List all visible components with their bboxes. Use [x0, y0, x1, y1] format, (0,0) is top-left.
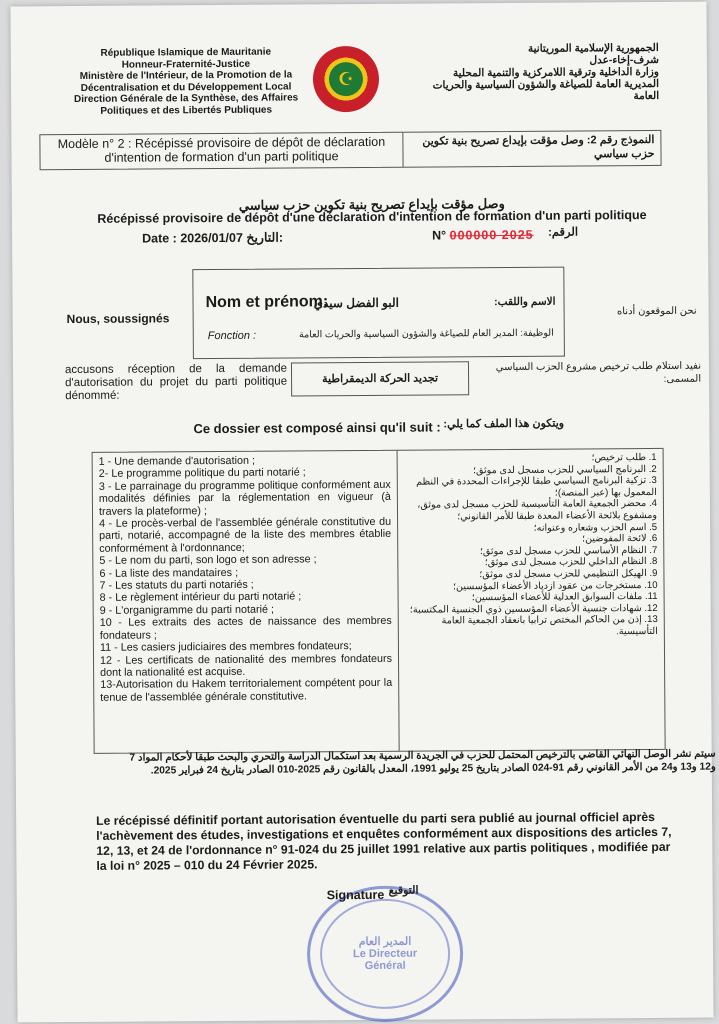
list-item: 13. إذن من الحاكم المختص ترابيا بانعقاد الجمعية العامة التأسيسية. [441, 614, 658, 638]
dossier-list-box [92, 448, 666, 754]
star-crescent-icon: ☪ [329, 62, 363, 96]
number-label: N° [432, 228, 447, 243]
stamp-ring [320, 898, 451, 1009]
footer-note-fr: Le récépissé définitif portant autorisation éventuelle du parti sera publié au journal officiel après l'achèvement des études, investigations et enquêtes conformément aux dispositions des articles 7, 12, 13, et 24 de l'ordonnance n° 91-024 du 25 juillet 1991 relative aux partis politiques , modifiée par la loi n° 2025 – 010 du 24 Février 2025. [96, 809, 672, 873]
list-item: 5 - Le nom du parti, son logo et son adresse ; [99, 553, 317, 568]
nafid-text-ar: نفيد استلام طلب ترخيص مشروع الحزب السياسي المسمى: [495, 360, 702, 385]
stamp-text-fr-2: Général [364, 959, 406, 972]
name-label: Nom et prénom: [205, 293, 329, 312]
footer-note-ar: سيتم نشر الوصل النهائي القاضي بالترخيص المحتمل للحزب في الجريدة الرسمية بعد استكمال الدراسة والتحري والبحث طبقا لأحكام المواد 7 و12 و13 و24 من الأمر القانوني رقم 91-024 الصادر بتاريخ 25 يوليو 1991، المعدل بالقانون رقم 2025-010 الصادر بتاريخ 24 فبراير 2025. [129, 748, 716, 777]
header-left-fr [51, 46, 321, 117]
signature-label-fr: Signature [326, 887, 385, 903]
number-label-ar: الرقم: [548, 226, 579, 239]
list-item: 3 - Le parrainage du programme politique conformément aux modalités définies par la réglementation en vigueur (à travers la plateforme) ; [98, 478, 391, 518]
list-item: 7 - Les statuts du parti notariés ; [99, 578, 254, 592]
list-item: 6. لائحة المفوضين؛ [582, 533, 658, 545]
signatories-fr: Nous, soussignés [66, 311, 170, 327]
list-item: 8 - Le règlement intérieur du parti notarié ; [99, 590, 302, 605]
header-line: Politiques et des Libertés Publiques [100, 104, 273, 117]
list-item: 4. محضر الجمعية العامة التأسيسية للحزب مسجل لدى موثق، ومشفوع بلائحة الأعضاء المعدة طبقا للأمر القانوني؛ [417, 498, 658, 523]
list-item: 12 - Les certificats de nationalité des membres fondateurs dont la nationalité est acquise. [99, 652, 393, 679]
document-title-ar: وصل مؤقت بإيداع تصريح بنية تكوين حزب سياسي [238, 195, 505, 213]
list-item: 6 - La liste des mandataires ; [99, 566, 239, 580]
fonction-value: المدير العام للصياغة والشؤون السياسية والحريات العامة [298, 327, 518, 341]
list-item: 12. شهادات جنسية الأعضاء المؤسسين ذوي الجنسية المكتسبة؛ [409, 602, 658, 616]
name-value: البو الفضل سيدي [313, 295, 399, 311]
model-title-fr: Modèle n° 2 : Récépissé provisoire de dépôt de déclaration d'intention de formation d'un parti politique [40, 133, 403, 170]
list-item: 9. الهيكل التنظيمي للحزب مسجل لدى موثق؛ [479, 567, 658, 581]
header-line: الجمهورية الإسلامية الموريتانية [527, 41, 659, 55]
official-stamp-icon [307, 885, 464, 1022]
list-item: 11. ملفات السوابق العدلية للأعضاء المؤسسين؛ [471, 591, 658, 604]
accusons-text: accusons réception de la demande d'autorisation du projet du parti politique dénommé: [64, 362, 288, 403]
date-field [142, 230, 283, 246]
header-line: Direction Générale de la Synthèse, des Affaires [73, 92, 299, 106]
name-box [192, 267, 565, 360]
fonction-value-ar [299, 328, 554, 341]
fonction-label-ar: الوظيفة: [520, 327, 554, 339]
date-value: 2026/01/07 [180, 230, 243, 246]
model-box [39, 130, 661, 170]
list-item: 7. النظام الأساسي للحزب مسجل لدى موثق؛ [479, 544, 658, 557]
name-label-ar: الاسم واللقب: [494, 295, 556, 309]
list-item: 1. طلب ترخيص؛ [591, 451, 657, 464]
header-line: وزارة الداخلية وترقية اللامركزية والتنمية المحلية [452, 65, 659, 80]
list-item: 2- Le programme politique du parti notarié ; [98, 466, 306, 481]
party-name-box: تجديد الحركة الديمقراطية [291, 361, 469, 396]
header-line: العامة [633, 89, 660, 103]
header-right-ar [409, 42, 659, 104]
list-item: 3. تزكية البرنامج السياسي طبقا للإجراءات المحددة في النظم المعمول بها (عبر المنصة)؛ [416, 475, 657, 499]
stamp-text-ar: المدير العام [358, 935, 412, 949]
number-field [432, 228, 534, 243]
fonction-label: Fonction : [207, 329, 257, 343]
list-item: 4 - Le procès-verbal de l'assemblée générale constitutive du parti, notarié, accompagné de la liste des membres établie conformément à l'ordonnance; [99, 515, 392, 555]
list-item: 13-Autorisation du Hakem territorialement compétent pour la tenue de l'assemblée générale constitutive. [100, 677, 393, 704]
dossier-title-ar: ويتكون هذا الملف كما يلي: [443, 417, 565, 431]
list-item: 10 - Les extraits des actes de naissance des membres fondateurs ; [99, 615, 392, 642]
number-value: 000000 2025 [449, 227, 534, 243]
list-item: 11 - Les casiers judiciaires des membres fondateurs; [99, 640, 352, 654]
list-item: 1 - Une demande d'autorisation ; [98, 454, 255, 468]
stamp-text-fr: Le Directeur [352, 947, 418, 961]
document-page [10, 2, 716, 1023]
signatories-ar: نحن الموقعون أدناه [616, 305, 697, 318]
list-item: 2. البرنامج السياسي للحزب مسجل لدى موثق؛ [472, 463, 657, 476]
signature-label-ar: التوقيع [388, 884, 419, 897]
header-line: Décentralisation et du Développement Local [80, 80, 292, 94]
dossier-list-ar [398, 449, 665, 751]
header-line: Ministère de l'Intérieur, de la Promotion de la [79, 69, 293, 82]
list-item: 10. مستخرجات من عقود ازدياد الأعضاء المؤسسين؛ [452, 579, 658, 592]
date-label-ar: التاريخ: [246, 230, 284, 245]
list-item: 8. النظام الداخلي للحزب مسجل لدى موثق؛ [484, 556, 658, 569]
header-line: Honneur-Fraternité-Justice [121, 58, 251, 71]
coat-of-arms-icon [313, 46, 379, 112]
header-line: المديرية العامة للصياغة والشؤون السياسية والحريات [432, 77, 660, 92]
list-item: 5. اسم الحزب وشعاره وعنوانه؛ [533, 521, 658, 534]
list-item: 9 - L'organigramme du parti notarié ; [99, 603, 275, 617]
date-label: Date : [142, 231, 177, 246]
model-title-ar: النموذج رقم 2: وصل مؤقت بإيداع تصريح بنية تكوين حزب سياسي [422, 133, 655, 161]
dossier-title-fr: Ce dossier est composé ainsi qu'il suit : [193, 419, 441, 437]
header-line: شرف-إخاء-عدل [589, 53, 659, 67]
document-title-fr: Récépissé provisoire de dépôt d'une déclaration d'intention de formation d'un parti politique [97, 208, 647, 226]
header-line: République Islamique de Mauritanie [100, 46, 272, 59]
dossier-list-fr [93, 451, 400, 753]
